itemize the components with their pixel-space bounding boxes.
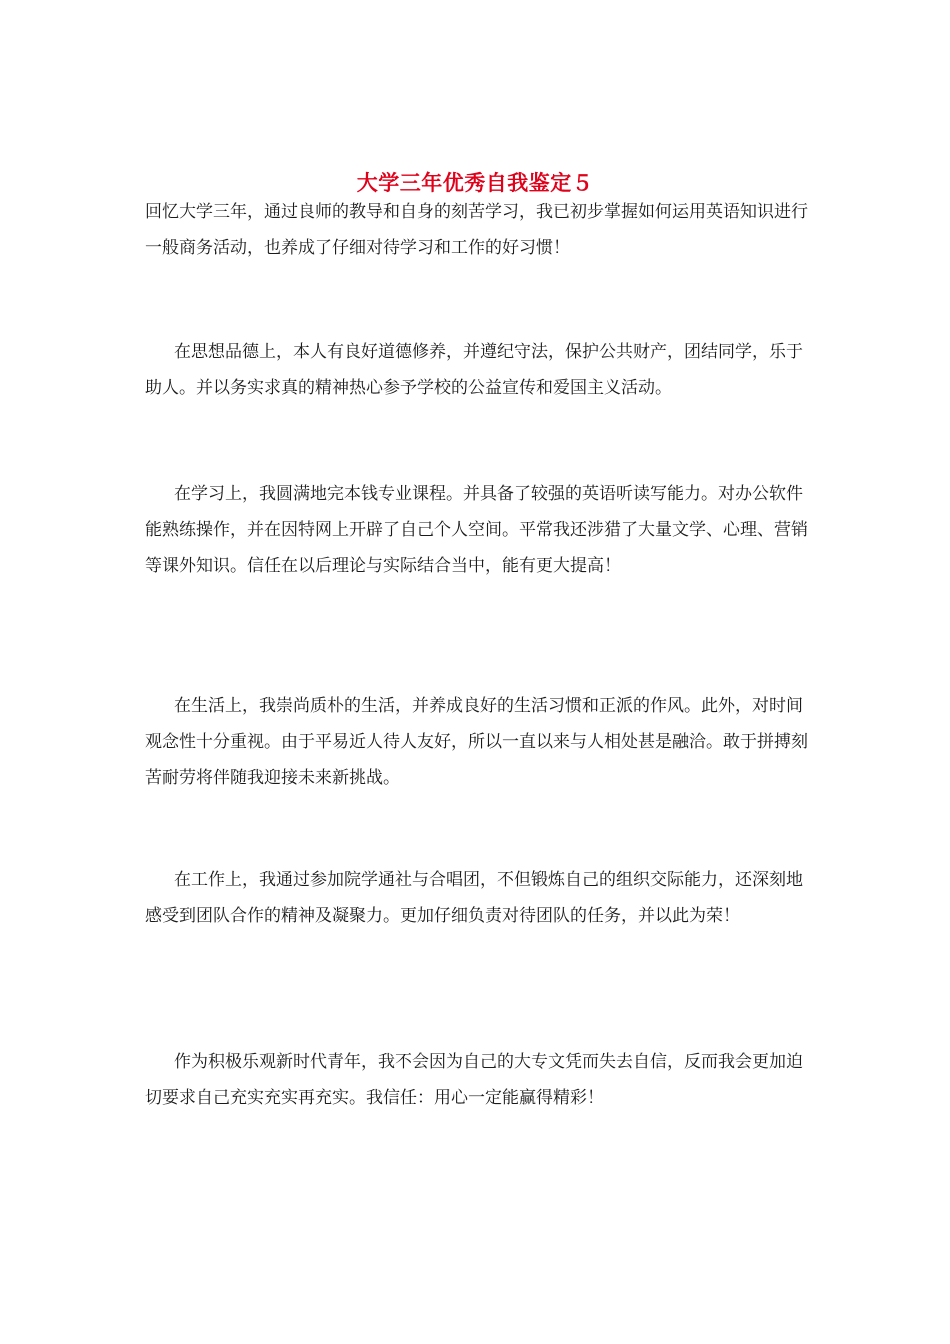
paragraph-work: 在工作上，我通过参加院学通社与合唱团，不但锻炼自己的组织交际能力，还深刻地感受到团队合作的精神及凝聚力。更加仔细负责对待团队的任务，并以此为荣！ [145,870,803,926]
paragraph-study: 在学习上，我圆满地完本钱专业课程。并具备了较强的英语听读写能力。对办公软件能熟练操作，并在因特网上开辟了自己个人空间。平常我还涉猎了大量文学、心理、营销等课外知识。信任在以后理论与实际结合当中，能有更大提高！ [145,484,808,576]
paragraph-morality: 在思想品德上，本人有良好道德修养，并遵纪守法，保护公共财产，团结同学，乐于助人。并以务实求真的精神热心参予学校的公益宣传和爱国主义活动。 [145,342,803,398]
paragraph-conclusion: 作为积极乐观新时代青年，我不会因为自己的大专文凭而失去自信，反而我会更加迫切要求自己充实充实再充实。我信任：用心一定能赢得精彩！ [145,1052,803,1108]
paragraph-intro: 回忆大学三年，通过良师的教导和自身的刻苦学习，我已初步掌握如何运用英语知识进行一般商务活动，也养成了仔细对待学习和工作的好习惯！ [145,202,808,258]
paragraph-life: 在生活上，我崇尚质朴的生活，并养成良好的生活习惯和正派的作风。此外，对时间观念性十分重视。由于平易近人待人友好，所以一直以来与人相处甚是融洽。敢于拼搏刻苦耐劳将伴随我迎接未来新挑战。 [145,696,808,788]
document-title: 大学三年优秀自我鉴定５ [356,170,594,196]
